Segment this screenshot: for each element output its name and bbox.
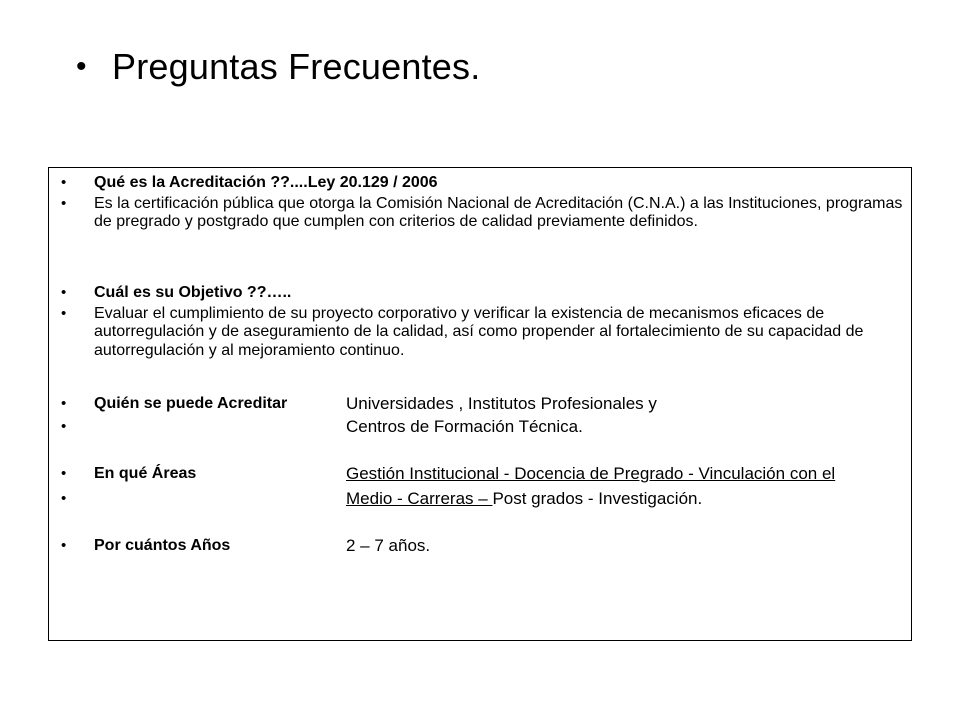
answer-quien-acredita-line1: Universidades , Institutos Profesionales y bbox=[346, 394, 657, 413]
answer-areas-line2 bbox=[346, 489, 702, 509]
slide-title: Preguntas Frecuentes. bbox=[112, 46, 481, 87]
bullet: • bbox=[61, 195, 67, 212]
question-areas: En qué Áreas bbox=[94, 465, 197, 482]
bullet: • bbox=[61, 305, 67, 322]
answer-quien-acredita-line2: Centros de Formación Técnica. bbox=[346, 417, 583, 436]
faq-box bbox=[48, 167, 912, 641]
question-anos: Por cuántos Años bbox=[94, 537, 231, 554]
answer-areas-line2-underlined: Medio - Carreras – bbox=[346, 489, 493, 508]
bullet: • bbox=[61, 284, 67, 301]
bullet: • bbox=[61, 174, 67, 191]
question-objetivo: Cuál es su Objetivo ??….. bbox=[94, 284, 292, 301]
answer-areas-line2-rest: Post grados - Investigación. bbox=[492, 489, 703, 508]
question-quien-acredita: Quién se puede Acreditar bbox=[94, 395, 288, 412]
answer-anos: 2 – 7 años. bbox=[346, 536, 431, 555]
answer-objetivo: Evaluar el cumplimiento de su proyecto corporativo y verificar la existencia de mecanismos eficaces de autorregulación y de aseguramiento de la calidad, así como propender al fortalecimiento de su capacidad de autorregulación y al mejoramiento continuo. bbox=[94, 305, 864, 359]
bullet: • bbox=[61, 465, 67, 482]
question-acreditacion: Qué es la Acreditación ??....Ley 20.129 / 2006 bbox=[94, 174, 438, 191]
bullet: • bbox=[61, 395, 67, 412]
title-bullet: • bbox=[76, 50, 87, 83]
answer-acreditacion: Es la certificación pública que otorga la Comisión Nacional de Acreditación (C.N.A.) a las Instituciones, programas de pregrado y postgrado que cumplen con criterios de calidad previamente definidos. bbox=[94, 195, 903, 231]
slide-title-row bbox=[76, 40, 480, 94]
bullet: • bbox=[61, 418, 67, 435]
bullet: • bbox=[61, 537, 67, 554]
bullet: • bbox=[61, 490, 67, 507]
answer-areas-line1: Gestión Institucional - Docencia de Pregrado - Vinculación con el bbox=[346, 464, 836, 483]
